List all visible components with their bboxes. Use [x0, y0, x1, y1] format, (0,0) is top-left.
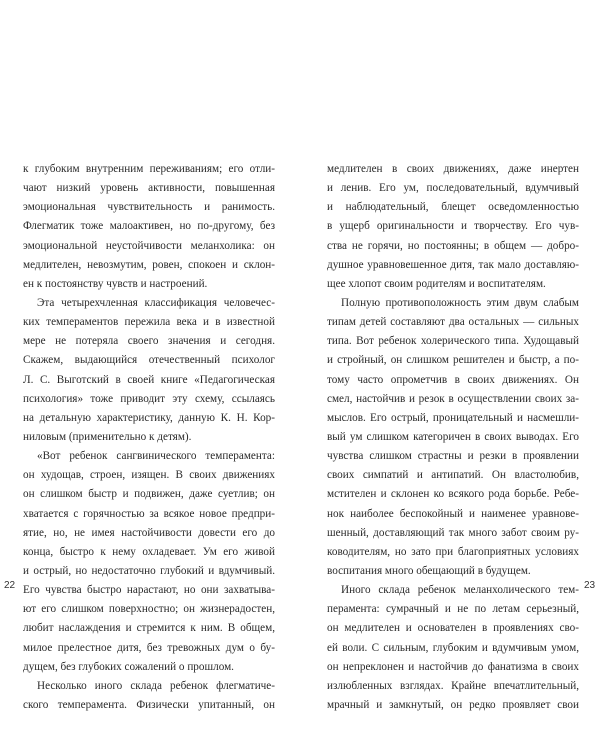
text-line: щее хлопот своим родителям и воспитателям. — [327, 277, 546, 290]
text-line: ей воли. С сильным, глубоким и вдумчивым умом, — [327, 641, 579, 654]
text-line: нок наиболее беспокойный и наименее уравнове- — [327, 507, 579, 520]
text-line: перамента: сумрачный и не по летам серьезный, — [327, 603, 579, 616]
text-line: тому часто опрометчив в своих движениях. Он — [327, 373, 579, 386]
page-number-right: 23 — [584, 580, 596, 591]
text-line: ководителям, но зато при благоприятных условиях — [327, 545, 579, 558]
text-line: Л. С. Выготский в своей книге «Педагогическая — [23, 373, 275, 386]
text-line: эмоциональной неустойчивости меланхолика: он — [23, 239, 275, 252]
text-line: Эта четырехчленная классификация человечес- — [37, 296, 275, 309]
text-line: Скажем, выдающийся отечественный психолог — [23, 354, 275, 367]
text-line: ятие, но, не имея настойчивости довести его до — [23, 526, 275, 539]
text-line: ких темпераментов пережила века и в известной — [23, 316, 275, 329]
text-line: «Вот ребенок сангвинического темперамента: — [37, 450, 275, 463]
text-line: душное уравновешенное дитя, так мало доставляю- — [327, 258, 579, 271]
text-line: психология» тоже приводит эту схему, ссылаясь — [23, 392, 275, 405]
text-line: он худощав, строен, изящен. В своих движениях — [23, 469, 275, 482]
text-line: воспитания много обещающий в будущем. — [327, 564, 531, 577]
text-line: мере не потеряла своего значения и сегодня. — [23, 335, 275, 348]
text-line: и стройный, он слишком решителен и быстр, а по- — [327, 354, 579, 367]
text-line: ства не горячи, но постоянны; в общем — добро- — [327, 239, 579, 252]
text-line: в ущерб оригинальности и творчеству. Его чув- — [327, 220, 579, 233]
text-line: медлителен в своих движениях, даже инертен — [327, 163, 579, 175]
text-line: эмоциональная чувствительность и ранимость. — [23, 201, 275, 214]
text-line: излюбленных взглядах. Крайне впечатлительный, — [327, 679, 579, 692]
right-page-text — [327, 160, 579, 715]
text-line: мрачный и замкнутый, он редко проявляет свои — [327, 698, 579, 711]
text-line: любит наслаждения и стремится к ним. В общем, — [23, 622, 275, 635]
text-line: мыслов. Его острый, проницательный и насмешли- — [327, 411, 579, 424]
text-line: шенный, доставляющий так много забот своим ру- — [327, 526, 579, 539]
text-line: типа. Вот ребенок холерического типа. Худощавый — [327, 335, 579, 348]
text-line: медлителен, невозмутим, ровен, спокоен и склон- — [23, 258, 275, 271]
text-line: ниловым (применительно к детям). — [23, 430, 192, 443]
text-line: ского темперамента. Физически упитанный, он — [23, 698, 275, 711]
text-line: ют его слишком поверхностно; он жизнерадостен, — [23, 603, 275, 616]
text-line: дущем, без глубоких сожалений о прошлом. — [23, 660, 234, 673]
text-line: и наблюдательный, блещет осведомленностью — [327, 201, 579, 214]
text-line: Его чувства быстро нарастают, но они захватыва- — [23, 584, 275, 597]
text-line: к глубоким внутренним переживаниям; его отли- — [23, 163, 275, 175]
right-page — [300, 0, 600, 750]
text-line: смел, настойчив и резок в осуществлении своих за- — [327, 392, 579, 405]
text-line: Несколько иного склада ребенок флегматиче- — [37, 679, 275, 692]
text-line: на детальную характеристику, данную К. Н. Кор- — [23, 411, 275, 424]
text-line: и острый, но недостаточно глубокий и вдумчивый. — [23, 564, 275, 577]
text-line: он непреклонен и настойчив до фанатизма в своих — [327, 660, 579, 673]
text-line: вый ум слишком категоричен в своих выводах. Его — [327, 430, 579, 443]
page-number-left: 22 — [4, 580, 16, 591]
text-line: милое прелестное дитя, без тревожных дум о бу- — [23, 641, 275, 654]
text-line: мстителен и склонен ко всякого рода борьбе. Ребе- — [327, 488, 579, 501]
text-line: хватается с горячностью за всякое новое предпри- — [23, 507, 275, 520]
text-line: ен к постоянству чувств и настроений. — [23, 277, 208, 290]
text-line: Полную противоположность этим двум слабым — [341, 296, 579, 309]
text-line: Флегматик тоже малоактивен, но по-другому, без — [23, 220, 275, 233]
text-line: Иного склада ребенок меланхолического тем- — [341, 584, 579, 597]
text-line: он медлителен и основателен в проявлениях сво- — [327, 622, 579, 635]
text-line: он слишком быстр и подвижен, даже суетлив; он — [23, 488, 275, 501]
text-line: чают низкий уровень активности, повышенная — [23, 182, 275, 195]
text-line: своих симпатий и антипатий. Он властолюбив, — [327, 469, 579, 482]
left-page-text — [23, 160, 275, 715]
text-line: чувства слишком страстны и резки в проявлении — [327, 450, 579, 463]
text-line: типам детей составляют два остальных — сильных — [327, 316, 579, 329]
text-line: и ленив. Его ум, последовательный, вдумчивый — [327, 182, 579, 195]
text-line: конца, быстро к нему охладевает. Ум его живой — [23, 545, 275, 558]
